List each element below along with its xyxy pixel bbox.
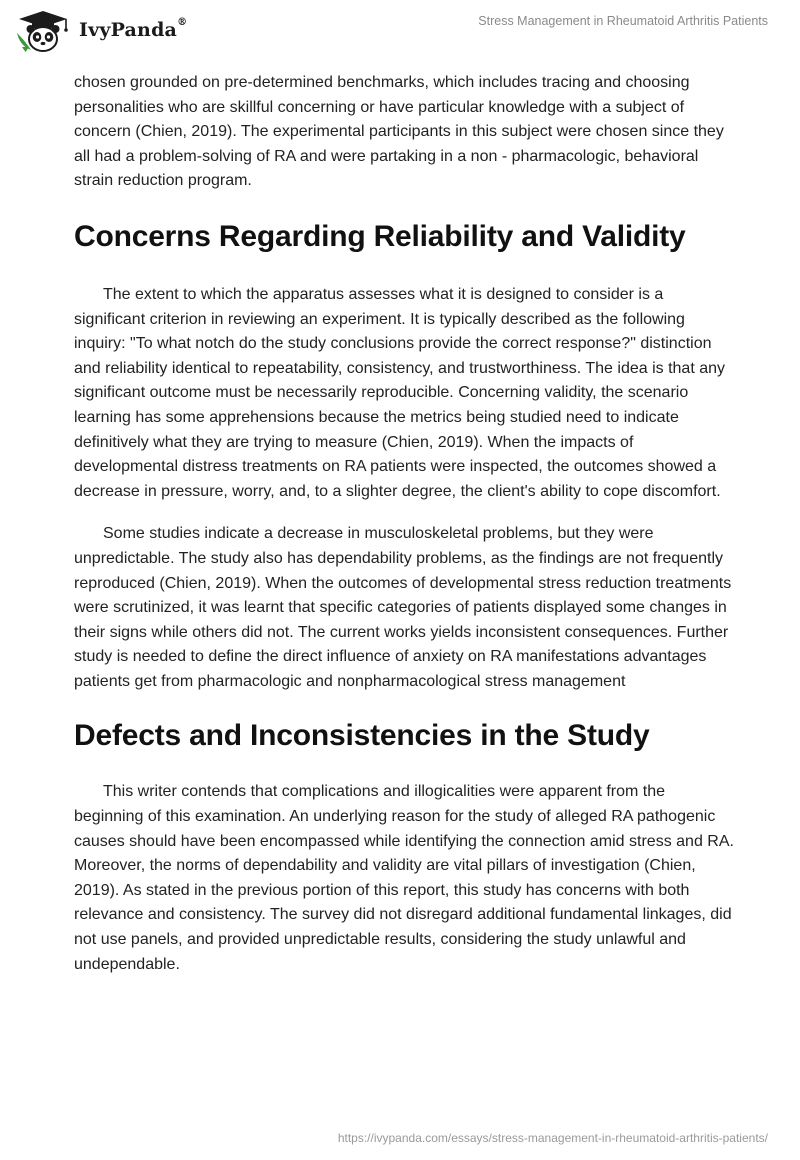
section-heading-defects: Defects and Inconsistencies in the Study [74,719,650,753]
brand-name: IvyPanda® [79,17,188,41]
page-header [0,0,800,60]
document-title: Stress Management in Rheumatoid Arthritis Patients [478,14,768,28]
section-paragraph: Some studies indicate a decrease in musculoskeletal problems, but they were unpredictable. The study also has dependability problems, as the findings are not frequently reproduced (Chien, 2019). When the outcomes of developmental stress reduction treatments were scrutinized, it was learnt that specific categories of patients displayed some changes in their signs while others did not. The current works yields inconsistent consequences. Further study is needed to define the direct influence of anxiety on RA manifestations advantages patients get from pharmacologic and nonpharmacological stress management [74,525,732,690]
section-paragraph: The extent to which the apparatus assesses what it is designed to consider is a significant criterion in reviewing an experiment. It is typically described as the following inquiry: "To what notch do the study conclusions provide the correct response?" distinction and reliability identical to repeatability, consistency, and trustworthiness. The idea is that any significant outcome must be necessarily reproducible. Concerning validity, the scenario learning has some apprehensions because the metrics being studied need to indicate definitively what they are trying to measure (Chien, 2019). When the impacts of developmental distress treatments on RA patients were inspected, the outcomes showed a decrease in pressure, worry, and, to a slighter degree, the client's ability to cope discomfort. [74,285,726,500]
essay-content [74,71,734,977]
section-heading-reliability: Concerns Regarding Reliability and Validity [74,219,686,253]
ivypanda-logo[interactable] [13,9,213,53]
section-paragraph: This writer contends that complications and illogicalities were apparent from the beginning of this examination. An underlying reason for the study of alleged RA pathogenic causes should have been encompassed while identifying the connection amid stress and RA. Moreover, the norms of dependability and validity are vital pillars of investigation (Chien, 2019). As stated in the previous portion of this report, this study has concerns with both relevance and consistency. The survey did not disregard additional fundamental linkages, did not use panels, and provided unpredictable results, considering the study unlawful and undependable. [74,783,734,973]
panda-logo-icon [13,9,73,53]
intro-paragraph: chosen grounded on pre-determined benchmarks, which includes tracing and choosing personalities who are skillful concerning or have particular knowledge with a subject of concern (Chien, 2019). The experimental participants in this subject were chosen since they all had a problem-solving of RA and were partaking in a non - pharmacologic, behavioral strain reduction program. [74,74,724,190]
source-url-link[interactable]: https://ivypanda.com/essays/stress-management-in-rheumatoid-arthritis-patients/ [337,1131,768,1145]
